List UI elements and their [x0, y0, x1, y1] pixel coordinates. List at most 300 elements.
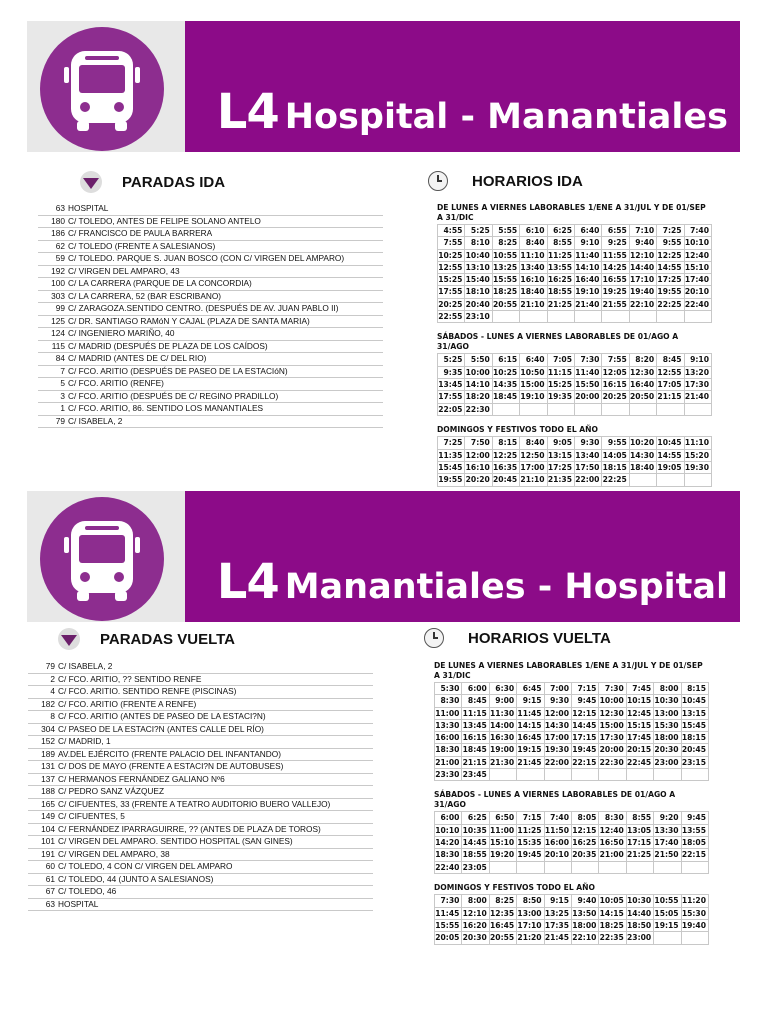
time-cell: 12:05 — [602, 367, 629, 379]
time-cell: 14:40 — [630, 262, 657, 274]
time-cell: 9:15 — [545, 895, 572, 907]
time-cell: 23:30 — [435, 769, 462, 781]
stop-row — [28, 874, 373, 887]
stop-name: C/ FRANCISCO DE PAULA BARRERA — [68, 228, 213, 238]
stop-number: 62 — [55, 240, 65, 251]
time-cell: 11:45 — [517, 708, 544, 720]
time-cell: 12:25 — [657, 250, 684, 262]
stop-row — [28, 861, 373, 874]
time-cell: 19:40 — [682, 920, 709, 932]
time-cell: 7:15 — [517, 812, 544, 824]
time-cell: 10:55 — [493, 250, 520, 262]
time-cell: 11:55 — [602, 250, 629, 262]
time-cell: 6:40 — [575, 225, 602, 237]
time-cell: 14:15 — [517, 720, 544, 732]
time-cell: 7:00 — [545, 683, 572, 695]
time-cell: 14:45 — [462, 837, 489, 849]
time-cell: 19:00 — [490, 744, 517, 756]
stop-row — [28, 724, 373, 737]
stop-number: 152 — [41, 736, 55, 746]
time-cell: 15:25 — [438, 274, 465, 286]
section-title: PARADAS VUELTA — [100, 630, 235, 648]
stop-name: C/ PEDRO SANZ VÁZQUEZ — [58, 786, 165, 796]
time-cell: 17:25 — [657, 274, 684, 286]
stop-row — [28, 849, 373, 862]
stop-number: 67 — [45, 886, 55, 896]
time-cell — [545, 862, 572, 874]
schedule-table — [434, 682, 709, 781]
time-cell: 15:15 — [627, 720, 654, 732]
stop-name: C/ VIRGEN DEL AMPARO. SENTIDO HOSPITAL (SAN GINES) — [58, 836, 293, 846]
time-cell: 21:25 — [548, 299, 575, 311]
stop-number: 192 — [51, 265, 65, 276]
time-cell: 22:25 — [657, 299, 684, 311]
time-cell: 22:15 — [572, 757, 599, 769]
route-title — [217, 84, 728, 140]
stop-name: C/ FCO. ARITIO. SENTIDO RENFE (PISCINAS) — [58, 686, 237, 696]
time-cell: 14:25 — [602, 262, 629, 274]
time-cell: 16:25 — [572, 837, 599, 849]
time-cell: 17:40 — [685, 274, 712, 286]
time-cell: 13:00 — [654, 708, 681, 720]
time-cell: 22:40 — [685, 299, 712, 311]
stop-name: C/ FCO. ARITIO, ?? SENTIDO RENFE — [58, 673, 202, 684]
time-cell: 14:55 — [657, 450, 684, 462]
stop-row — [28, 786, 373, 799]
stop-name: C/ FCO. ARITIO (ANTES DE PASEO DE LA ESTACI?N) — [58, 711, 266, 721]
time-cell: 9:55 — [657, 237, 684, 249]
clock-icon — [428, 171, 448, 191]
section-header-paradas-vuelta — [58, 628, 235, 650]
time-cell: 11:00 — [435, 708, 462, 720]
time-cell: 18:25 — [493, 286, 520, 298]
time-cell: 10:15 — [627, 695, 654, 707]
stop-name: HOSPITAL — [58, 898, 99, 909]
stop-name: C/ LA CARRERA (PARQUE DE LA CONCORDIA) — [68, 278, 252, 288]
time-cell: 17:45 — [627, 732, 654, 744]
time-cell: 11:25 — [548, 250, 575, 262]
time-cell: 13:55 — [682, 825, 709, 837]
time-cell: 11:15 — [548, 367, 575, 379]
time-cell: 23:10 — [465, 311, 492, 323]
stop-name: C/ TOLEDO, 44 (JUNTO A SALESIANOS) — [58, 873, 214, 884]
time-cell: 15:25 — [548, 379, 575, 391]
time-cell: 13:30 — [435, 720, 462, 732]
section-header-horarios-ida — [428, 171, 583, 191]
time-cell: 8:25 — [493, 237, 520, 249]
stop-number: 79 — [45, 661, 55, 671]
time-cell — [654, 932, 681, 944]
time-cell: 9:10 — [685, 354, 712, 366]
time-cell: 19:15 — [517, 744, 544, 756]
time-cell: 18:00 — [654, 732, 681, 744]
time-cell: 16:30 — [490, 732, 517, 744]
time-cell: 17:25 — [548, 462, 575, 474]
time-cell: 13:05 — [627, 825, 654, 837]
time-cell: 7:55 — [602, 354, 629, 366]
stop-row — [38, 328, 383, 341]
stop-name: C/ TOLEDO, ANTES DE FELIPE SOLANO ANTELO — [68, 215, 261, 226]
stop-number: 303 — [51, 290, 65, 301]
line-code: L4 — [216, 84, 279, 140]
stop-number: 124 — [51, 328, 65, 338]
time-cell: 16:35 — [493, 462, 520, 474]
stop-number: 84 — [55, 353, 65, 363]
time-cell: 7:30 — [435, 895, 462, 907]
time-cell: 8:45 — [462, 695, 489, 707]
route-name: Hospital - Manantiales — [284, 97, 728, 137]
stop-row — [28, 799, 373, 812]
stop-name: C/ PASEO DE LA ESTACI?N (ANTES CALLE DEL RÍO) — [58, 723, 264, 734]
time-cell — [517, 769, 544, 781]
time-cell: 8:10 — [465, 237, 492, 249]
stop-row — [28, 886, 373, 899]
time-cell — [654, 862, 681, 874]
time-cell — [490, 862, 517, 874]
stop-number: 100 — [51, 278, 65, 288]
time-cell: 13:25 — [545, 908, 572, 920]
time-cell: 8:30 — [435, 695, 462, 707]
schedule-vuelta — [434, 661, 709, 954]
stop-row — [38, 203, 383, 216]
time-cell: 13:00 — [517, 908, 544, 920]
time-cell: 18:25 — [599, 920, 626, 932]
stop-number: 125 — [51, 315, 65, 326]
stop-number: 137 — [41, 773, 55, 784]
time-cell: 22:00 — [545, 757, 572, 769]
time-cell — [685, 474, 712, 486]
time-cell: 9:15 — [517, 695, 544, 707]
time-cell: 12:10 — [462, 908, 489, 920]
time-cell: 14:10 — [465, 379, 492, 391]
schedule-label: DOMINGOS Y FESTIVOS TODO EL AÑO — [434, 882, 595, 892]
time-cell: 17:30 — [599, 732, 626, 744]
triangle-icon — [58, 628, 80, 650]
time-cell: 21:15 — [462, 757, 489, 769]
time-cell: 16:45 — [490, 920, 517, 932]
time-cell: 15:10 — [490, 837, 517, 849]
time-cell: 12:40 — [685, 250, 712, 262]
time-cell: 9:40 — [572, 895, 599, 907]
time-cell: 22:55 — [438, 311, 465, 323]
time-cell: 8:15 — [682, 683, 709, 695]
time-cell: 19:35 — [548, 391, 575, 403]
time-cell: 10:40 — [465, 250, 492, 262]
stop-name: HOSPITAL — [68, 203, 109, 213]
time-cell: 20:55 — [493, 299, 520, 311]
stops-list-ida — [38, 203, 383, 428]
stop-number: 180 — [51, 215, 65, 226]
schedule-table — [434, 811, 709, 873]
time-cell: 15:30 — [654, 720, 681, 732]
time-cell: 23:00 — [627, 932, 654, 944]
time-cell: 6:15 — [493, 354, 520, 366]
stop-number: 60 — [45, 861, 55, 871]
time-cell: 7:40 — [685, 225, 712, 237]
time-cell: 16:10 — [465, 462, 492, 474]
time-cell: 22:30 — [599, 757, 626, 769]
time-cell — [602, 404, 629, 416]
time-cell: 14:20 — [435, 837, 462, 849]
time-cell: 13:15 — [548, 450, 575, 462]
stop-number: 5 — [60, 378, 65, 388]
time-cell: 6:40 — [520, 354, 547, 366]
time-cell: 21:40 — [685, 391, 712, 403]
time-cell — [630, 474, 657, 486]
section-title: PARADAS IDA — [122, 173, 226, 191]
time-cell: 17:55 — [438, 286, 465, 298]
time-cell: 13:40 — [575, 450, 602, 462]
time-cell: 20:25 — [602, 391, 629, 403]
time-cell: 22:40 — [435, 862, 462, 874]
time-cell: 15:35 — [517, 837, 544, 849]
time-cell: 10:25 — [493, 367, 520, 379]
time-cell: 8:55 — [548, 237, 575, 249]
time-cell: 18:10 — [465, 286, 492, 298]
time-cell: 11:35 — [438, 450, 465, 462]
section-title: HORARIOS IDA — [472, 172, 583, 190]
time-cell: 9:25 — [602, 237, 629, 249]
time-cell: 11:15 — [462, 708, 489, 720]
route-title — [217, 554, 728, 610]
time-cell: 12:45 — [627, 708, 654, 720]
time-cell: 6:25 — [548, 225, 575, 237]
stop-name: C/ TOLEDO, 46 — [58, 886, 117, 896]
time-cell: 20:30 — [654, 744, 681, 756]
time-cell: 12:50 — [520, 450, 547, 462]
stop-row — [38, 241, 383, 254]
time-cell: 11:25 — [517, 825, 544, 837]
time-cell: 17:55 — [438, 391, 465, 403]
time-cell — [520, 311, 547, 323]
time-cell: 17:50 — [575, 462, 602, 474]
time-cell: 20:10 — [545, 849, 572, 861]
time-cell: 12:35 — [490, 908, 517, 920]
stop-name: C/ CIFUENTES, 33 (FRENTE A TEATRO AUDITORIO BUERO VALLEJO) — [58, 798, 331, 809]
schedule-label: DE LUNES A VIERNES LABORABLES 1/ENE A 31/JUL Y DE 01/SEP A 31/DIC — [437, 203, 706, 222]
stop-row — [28, 811, 373, 824]
time-cell: 14:30 — [630, 450, 657, 462]
time-cell: 23:05 — [462, 862, 489, 874]
time-cell: 16:20 — [462, 920, 489, 932]
time-cell — [599, 769, 626, 781]
stop-name: C/ MADRID, 1 — [58, 736, 111, 746]
stop-name: C/ CIFUENTES, 5 — [58, 811, 125, 821]
time-cell: 17:30 — [685, 379, 712, 391]
stop-row — [28, 824, 373, 837]
time-cell: 18:45 — [493, 391, 520, 403]
schedule-ida — [437, 203, 712, 496]
time-cell: 7:10 — [630, 225, 657, 237]
bus-icon — [49, 507, 155, 613]
time-cell: 17:00 — [545, 732, 572, 744]
stop-name: C/ DOS DE MAYO (FRENTE A ESTACI?N DE AUTOBUSES) — [58, 761, 284, 771]
time-cell — [493, 404, 520, 416]
time-cell: 22:05 — [438, 404, 465, 416]
time-cell — [657, 474, 684, 486]
section-header-horarios-vuelta — [424, 628, 611, 648]
time-cell: 21:45 — [517, 757, 544, 769]
time-cell: 15:05 — [654, 908, 681, 920]
stop-number: 7 — [60, 365, 65, 376]
time-cell: 13:45 — [438, 379, 465, 391]
stop-row — [38, 253, 383, 266]
time-cell: 20:50 — [630, 391, 657, 403]
stop-number: 191 — [41, 848, 55, 859]
time-cell — [520, 404, 547, 416]
time-cell: 19:25 — [602, 286, 629, 298]
time-cell: 11:20 — [682, 895, 709, 907]
triangle-icon — [80, 171, 102, 193]
time-cell — [490, 769, 517, 781]
time-cell: 16:00 — [435, 732, 462, 744]
stop-row — [38, 366, 383, 379]
time-cell: 23:15 — [682, 757, 709, 769]
time-cell: 10:00 — [465, 367, 492, 379]
stop-name: C/ ISABELA, 2 — [58, 661, 113, 671]
time-cell: 21:20 — [517, 932, 544, 944]
section-title: HORARIOS VUELTA — [468, 629, 611, 647]
time-cell: 18:45 — [462, 744, 489, 756]
title-strip — [185, 491, 740, 622]
stop-number: 101 — [41, 836, 55, 846]
time-cell — [685, 311, 712, 323]
time-cell: 16:55 — [602, 274, 629, 286]
schedule-label: SÁBADOS - LUNES A VIERNES LABORABLES DE 01/AGO A 31/AGO — [434, 790, 676, 809]
time-cell: 21:45 — [545, 932, 572, 944]
time-cell: 20:10 — [685, 286, 712, 298]
time-cell: 7:40 — [545, 812, 572, 824]
time-cell: 17:35 — [545, 920, 572, 932]
time-cell: 18:05 — [682, 837, 709, 849]
time-cell: 10:50 — [520, 367, 547, 379]
time-cell: 8:50 — [517, 895, 544, 907]
stop-name: C/ FCO. ARITIO (FRENTE A RENFE) — [58, 698, 197, 709]
time-cell: 16:25 — [548, 274, 575, 286]
time-cell: 10:30 — [627, 895, 654, 907]
time-cell: 9:00 — [490, 695, 517, 707]
time-cell: 8:00 — [654, 683, 681, 695]
stop-name: C/ TOLEDO, 4 CON C/ VIRGEN DEL AMPARO — [58, 861, 233, 871]
time-cell — [682, 769, 709, 781]
time-cell — [545, 769, 572, 781]
time-cell: 6:00 — [462, 683, 489, 695]
time-cell: 22:35 — [599, 932, 626, 944]
time-cell: 12:00 — [465, 450, 492, 462]
time-cell: 8:15 — [493, 437, 520, 449]
time-cell: 11:50 — [545, 825, 572, 837]
stop-name: C/ VIRGEN DEL AMPARO, 43 — [68, 265, 180, 276]
time-cell: 10:45 — [682, 695, 709, 707]
stop-name: C/ TOLEDO (FRENTE A SALESIANOS) — [68, 240, 216, 251]
stop-name: C/ DR. SANTIAGO RAMóN Y CAJAL (PLAZA DE SANTA MARIA) — [68, 315, 310, 326]
time-cell: 5:25 — [465, 225, 492, 237]
time-cell: 8:05 — [572, 812, 599, 824]
time-cell: 7:25 — [438, 437, 465, 449]
time-cell: 15:55 — [493, 274, 520, 286]
time-cell: 12:15 — [572, 825, 599, 837]
time-cell: 14:10 — [575, 262, 602, 274]
time-cell — [572, 862, 599, 874]
time-cell: 13:25 — [493, 262, 520, 274]
stop-number: 2 — [50, 673, 55, 684]
stop-row — [28, 686, 373, 699]
stop-number: 4 — [50, 686, 55, 696]
time-cell — [575, 311, 602, 323]
time-cell: 20:35 — [572, 849, 599, 861]
stop-number: 104 — [41, 823, 55, 834]
stop-row — [28, 674, 373, 687]
time-cell: 14:40 — [627, 908, 654, 920]
time-cell: 16:45 — [517, 732, 544, 744]
time-cell: 10:45 — [657, 437, 684, 449]
time-cell: 8:30 — [599, 812, 626, 824]
time-cell: 15:00 — [520, 379, 547, 391]
time-cell: 14:35 — [493, 379, 520, 391]
time-cell: 10:05 — [599, 895, 626, 907]
time-cell — [548, 311, 575, 323]
stop-row — [38, 228, 383, 241]
time-cell: 8:00 — [462, 895, 489, 907]
stop-row — [38, 416, 383, 429]
time-cell: 16:40 — [630, 379, 657, 391]
time-cell: 21:40 — [575, 299, 602, 311]
stop-name: C/ ZARAGOZA.SENTIDO CENTRO. (DESPUÉS DE AV. JUAN PABLO II) — [68, 303, 339, 313]
time-cell: 17:15 — [627, 837, 654, 849]
stop-number: 165 — [41, 798, 55, 809]
time-cell: 21:35 — [548, 474, 575, 486]
time-cell: 7:15 — [572, 683, 599, 695]
time-cell: 5:50 — [465, 354, 492, 366]
time-cell: 9:10 — [575, 237, 602, 249]
stop-number: 115 — [51, 340, 65, 351]
time-cell: 7:55 — [438, 237, 465, 249]
time-cell: 14:30 — [545, 720, 572, 732]
time-cell: 6:45 — [517, 683, 544, 695]
time-cell: 5:55 — [493, 225, 520, 237]
time-cell: 15:45 — [682, 720, 709, 732]
time-cell: 8:25 — [490, 895, 517, 907]
time-cell: 17:00 — [520, 462, 547, 474]
time-cell: 22:25 — [602, 474, 629, 486]
time-cell: 9:45 — [682, 812, 709, 824]
stop-row — [38, 316, 383, 329]
time-cell: 21:30 — [490, 757, 517, 769]
time-cell: 19:45 — [517, 849, 544, 861]
time-cell — [627, 769, 654, 781]
time-cell: 7:25 — [657, 225, 684, 237]
time-cell: 7:50 — [465, 437, 492, 449]
stop-row — [38, 403, 383, 416]
time-cell: 9:05 — [548, 437, 575, 449]
clock-icon — [424, 628, 444, 648]
time-cell: 19:30 — [545, 744, 572, 756]
time-cell: 19:45 — [572, 744, 599, 756]
stop-name: C/ TOLEDO. PARQUE S. JUAN BOSCO (CON C/ VIRGEN DEL AMPARO) — [68, 253, 345, 263]
time-cell: 4:55 — [438, 225, 465, 237]
time-cell — [548, 404, 575, 416]
time-cell: 23:45 — [462, 769, 489, 781]
time-cell — [685, 404, 712, 416]
time-cell: 7:30 — [575, 354, 602, 366]
time-cell: 9:40 — [630, 237, 657, 249]
time-cell — [654, 769, 681, 781]
time-cell: 18:15 — [682, 732, 709, 744]
time-cell: 13:50 — [572, 908, 599, 920]
time-cell: 20:45 — [493, 474, 520, 486]
time-cell: 22:10 — [572, 932, 599, 944]
time-cell: 12:40 — [599, 825, 626, 837]
